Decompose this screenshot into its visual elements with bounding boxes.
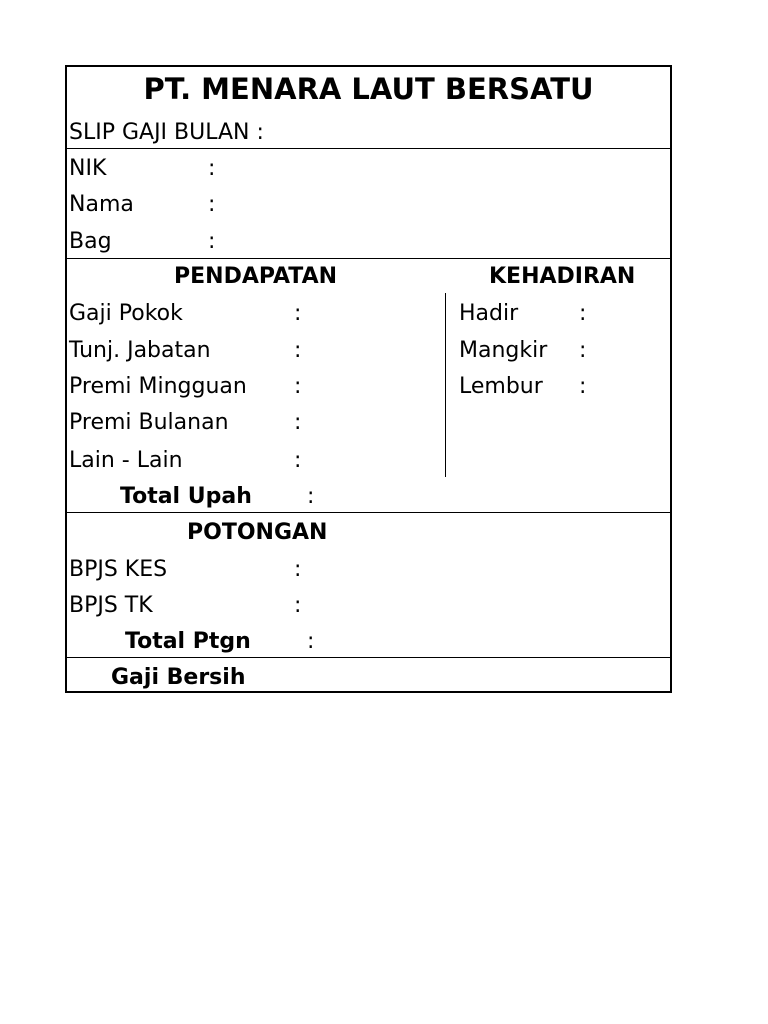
attendance-item-colon: : bbox=[579, 338, 587, 363]
divider bbox=[67, 657, 670, 658]
divider bbox=[67, 148, 670, 149]
earning-item-colon: : bbox=[294, 410, 302, 435]
divider bbox=[67, 258, 670, 259]
total-potongan-label: Total Ptgn bbox=[125, 629, 251, 654]
divider bbox=[67, 512, 670, 513]
earning-item-label: Premi Mingguan bbox=[69, 374, 247, 399]
earning-item-colon: : bbox=[294, 448, 302, 473]
earning-item-colon: : bbox=[294, 301, 302, 326]
deduction-item-label: BPJS TK bbox=[69, 593, 153, 618]
total-potongan-colon: : bbox=[307, 629, 315, 654]
potongan-heading: POTONGAN bbox=[187, 520, 328, 545]
gaji-bersih-label: Gaji Bersih bbox=[111, 665, 246, 690]
nik-colon: : bbox=[208, 156, 216, 181]
bag-colon: : bbox=[208, 229, 216, 254]
nama-label: Nama bbox=[69, 192, 134, 217]
deduction-item-label: BPJS KES bbox=[69, 557, 168, 582]
attendance-item-label: Hadir bbox=[459, 301, 519, 326]
bag-label: Bag bbox=[69, 229, 112, 254]
earning-item-label: Premi Bulanan bbox=[69, 410, 229, 435]
total-upah-label: Total Upah bbox=[120, 484, 252, 509]
earning-item-colon: : bbox=[294, 338, 302, 363]
company-title: PT. MENARA LAUT BERSATU bbox=[143, 72, 594, 106]
pendapatan-heading: PENDAPATAN bbox=[174, 264, 338, 289]
column-divider bbox=[445, 293, 446, 477]
deduction-item-colon: : bbox=[294, 593, 302, 618]
attendance-item-label: Lembur bbox=[459, 374, 543, 399]
earning-item-label: Lain - Lain bbox=[69, 448, 183, 473]
kehadiran-heading: KEHADIRAN bbox=[489, 264, 636, 289]
attendance-item-colon: : bbox=[579, 374, 587, 399]
earning-item-label: Tunj. Jabatan bbox=[69, 338, 211, 363]
total-upah-colon: : bbox=[307, 484, 315, 509]
attendance-item-label: Mangkir bbox=[459, 338, 548, 363]
earning-item-label: Gaji Pokok bbox=[69, 301, 183, 326]
salary-slip bbox=[65, 65, 672, 693]
slip-month-label: SLIP GAJI BULAN : bbox=[69, 120, 264, 145]
deduction-item-colon: : bbox=[294, 557, 302, 582]
earning-item-colon: : bbox=[294, 374, 302, 399]
nik-label: NIK bbox=[69, 156, 107, 181]
nama-colon: : bbox=[208, 192, 216, 217]
attendance-item-colon: : bbox=[579, 301, 587, 326]
